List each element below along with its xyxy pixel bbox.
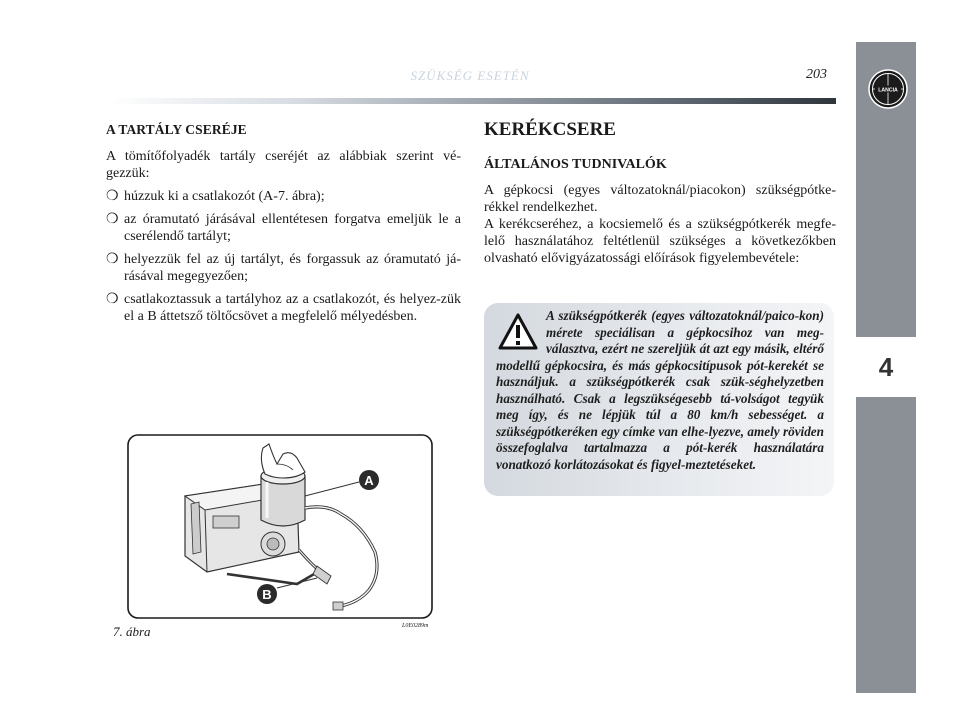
list-item [106, 211, 461, 245]
figure-label-a: A [364, 473, 374, 488]
warning-triangle-icon [498, 312, 538, 352]
bullet-icon: ❍ [106, 189, 119, 204]
warning-content [496, 308, 824, 473]
list-item-text: az óramutató járásával ellentétesen forgatva emeljük le a cserélendő tartályt; [124, 212, 461, 244]
left-column [106, 121, 461, 331]
paragraph: A gépkocsi (egyes változatoknál/piacokon) szükségpótke-rékkel rendelkezhet. [484, 183, 836, 215]
bullet-icon: ❍ [106, 292, 119, 307]
bullet-icon: ❍ [106, 252, 119, 267]
figure-label-b: B [262, 587, 272, 602]
paragraph: A kerékcseréhez, a kocsiemelő és a szükségpótkerék megfe-lelő használatához feltétlenül szükséges a következőkben olvasható elővigyázatossági előírások figyelembevétele: [484, 217, 836, 266]
step-list [106, 188, 461, 325]
list-item-text: csatlakoztassuk a tartályhoz az a csatlakozót, és helyez-zük el a B áttetsző töltőcsövet a megfelelő mélyedésben. [124, 292, 461, 324]
figure-caption: 7. ábra [113, 624, 151, 639]
page-number: 203 [806, 67, 827, 82]
bullet-icon: ❍ [106, 212, 119, 227]
list-item-text: húzzuk ki a csatlakozót (A-7. ábra); [124, 189, 325, 204]
list-item [106, 188, 461, 205]
chapter-number: 4 [878, 352, 894, 382]
warning-text: A szükségpótkerék (egyes változatoknál/paico-kon) mérete speciálisan a gépkocsihoz van meg-választva, ezért ne szereljük át azt egy másik, eltérő modellű gépkocsira, és más gépkocsitípusok pót-kerekét se használjuk. a szükségpótkerék csak szük-séghelyzetben használható. Csak a legszükségesebb tá-volságot tegyük meg így, és ne lépjük túl a 80 km/h sebességet. a szükségpótkeréken egy címke van elhe-lyezve, amely röviden összefoglalva tartalmazza a pót-kerék használatára vonatkozó korlátozásokat és figyel-meztetéseket. [496, 308, 824, 472]
logo-lettering: LANCIA [878, 87, 898, 94]
compressor-illustration [127, 434, 433, 619]
intro-paragraph: A tömítőfolyadék tartály cseréjét az alábbiak szerint vé-gezzük: [106, 149, 461, 181]
list-item-text: helyezzük fel az új tartályt, és forgassuk az óramutató já-rásával megegyezően; [124, 252, 461, 284]
subheading: ÁLTALÁNOS TUDNIVALÓK [484, 157, 667, 172]
list-item [106, 291, 461, 325]
section-title: A TARTÁLY CSERÉJE [106, 122, 247, 137]
header-rule [108, 98, 836, 104]
chapter-heading: KERÉKCSERE [484, 119, 616, 140]
figure-code: L0E0289m [402, 623, 429, 629]
list-item [106, 251, 461, 285]
running-header-title: SZÜKSÉG ESETÉN [410, 68, 530, 83]
right-column [484, 121, 836, 267]
lancia-logo-icon [867, 68, 909, 110]
